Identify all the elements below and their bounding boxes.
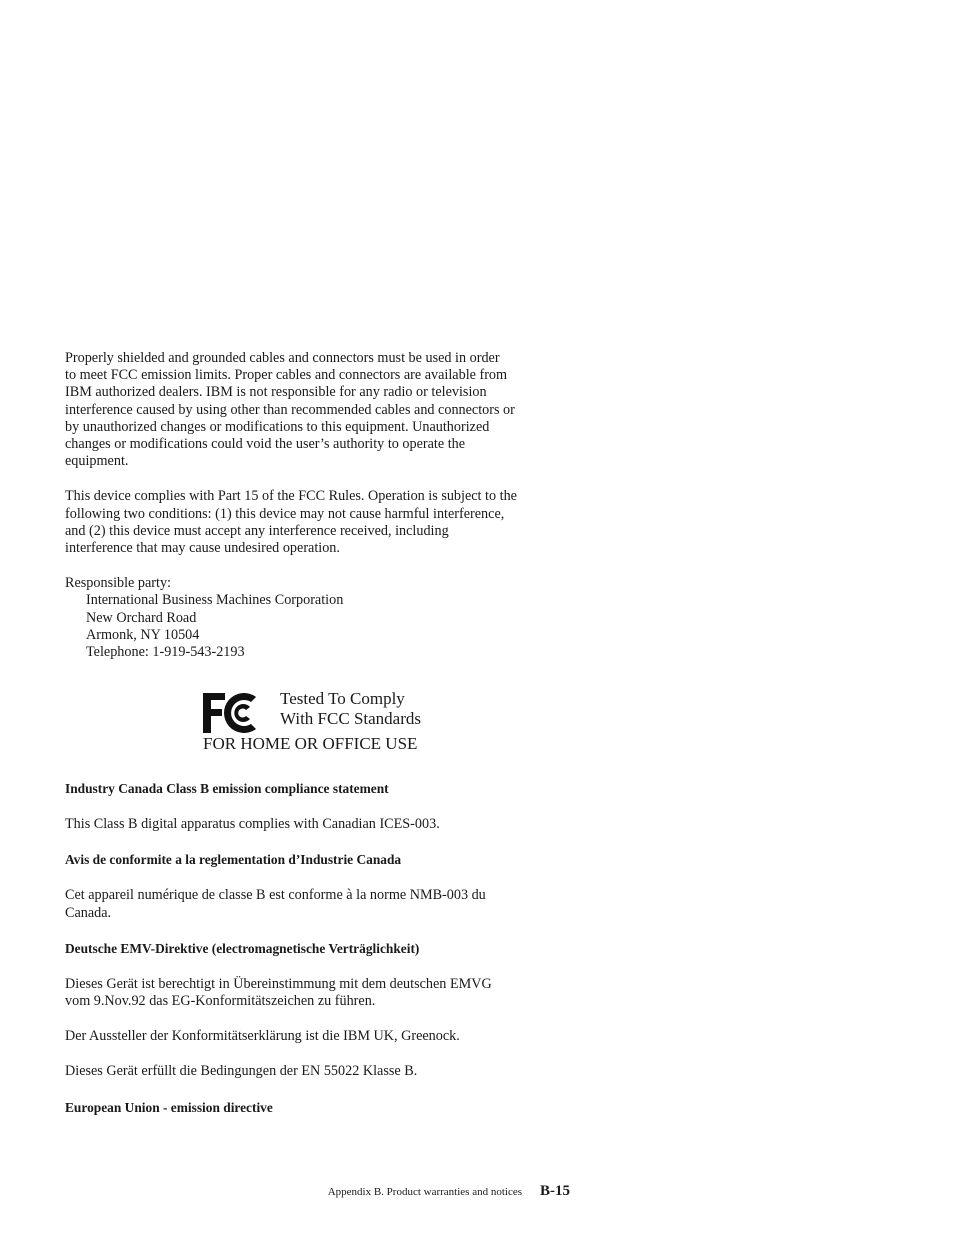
cables-paragraph: [65, 350, 575, 470]
text-line: Canada.: [65, 904, 112, 921]
responsible-party: [65, 575, 575, 661]
fcc-use-text: FOR HOME OR OFFICE USE: [203, 734, 418, 754]
footer-section-title: Appendix B. Product warranties and notices: [327, 1186, 522, 1198]
text-line: This device complies with Part 15 of the FCC Rules. Operation is subject to the: [65, 488, 517, 505]
canada-fr-heading: Avis de conformite a la reglementation d’Industrie Canada: [65, 852, 402, 868]
page-number: B-15: [540, 1183, 570, 1199]
text-line: Dieses Gerät ist berechtigt in Übereinstimmung mit dem deutschen EMVG: [65, 975, 492, 992]
page-footer: [300, 1182, 570, 1200]
address-line: Armonk, NY 10504: [86, 626, 200, 643]
germany-paragraph-2: [65, 1028, 575, 1045]
text-line: Properly shielded and grounded cables and connectors must be used in order: [65, 350, 500, 366]
text-line: vom 9.Nov.92 das EG-Konformitätszeichen zu führen.: [65, 993, 376, 1010]
responsible-party-label: Responsible party:: [65, 575, 171, 592]
text-line: equipment.: [65, 453, 129, 470]
fcc-tested-text: Tested To Comply: [280, 689, 405, 709]
text-line: interference that may cause undesired operation.: [65, 540, 340, 557]
text-line: IBM authorized dealers. IBM is not responsible for any radio or television: [65, 384, 487, 401]
part15-paragraph: [65, 488, 575, 557]
text-line: Dieses Gerät erfüllt die Bedingungen der EN 55022 Klasse B.: [65, 1063, 418, 1080]
fcc-standards-text: With FCC Standards: [280, 709, 421, 729]
address-line: New Orchard Road: [86, 609, 197, 626]
germany-heading: Deutsche EMV-Direktive (electromagnetische Verträglichkeit): [65, 940, 420, 956]
germany-paragraph-1: [65, 976, 575, 1010]
canada-en-paragraph: [65, 816, 575, 833]
text-line: following two conditions: (1) this device may not cause harmful interference,: [65, 505, 505, 522]
address-line: International Business Machines Corporation: [86, 592, 344, 609]
text-line: This Class B digital apparatus complies with Canadian ICES-003.: [65, 816, 440, 833]
text-line: changes or modifications could void the user’s authority to operate the: [65, 436, 466, 453]
text-line: interference caused by using other than recommended cables and connectors or: [65, 401, 515, 418]
text-line: Der Aussteller der Konformitätserklärung ist die IBM UK, Greenock.: [65, 1028, 460, 1045]
text-line: and (2) this device must accept any interference received, including: [65, 522, 449, 539]
address-line: Telephone: 1-919-543-2193: [86, 644, 245, 661]
text-line: to meet FCC emission limits. Proper cables and connectors are available from: [65, 367, 508, 384]
text-line: Cet appareil numérique de classe B est conforme à la norme NMB-003 du: [65, 887, 486, 904]
page-content: [65, 350, 575, 1135]
canada-en-heading: Industry Canada Class B emission compliance statement: [65, 781, 389, 797]
fcc-compliance-mark: [65, 679, 575, 774]
eu-heading: European Union - emission directive: [65, 1099, 273, 1115]
fcc-logo-icon: [203, 693, 257, 733]
germany-paragraph-3: [65, 1063, 575, 1080]
canada-fr-paragraph: [65, 887, 575, 921]
text-line: by unauthorized changes or modifications to this equipment. Unauthorized: [65, 418, 490, 435]
